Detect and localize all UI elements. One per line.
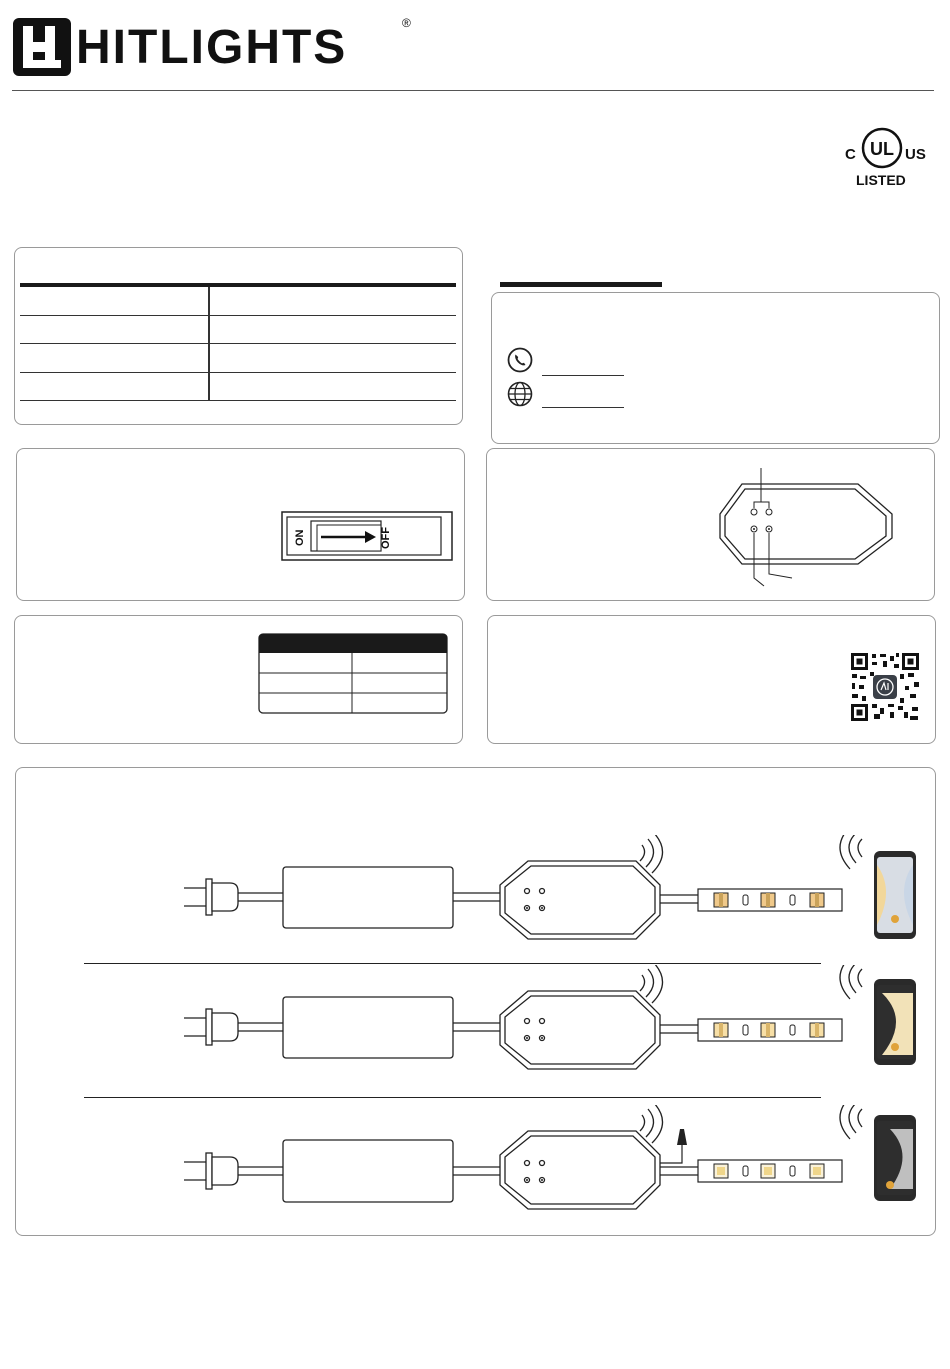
logo-mark-icon bbox=[13, 18, 71, 76]
led-strip bbox=[698, 889, 842, 911]
plug-icon bbox=[184, 1153, 283, 1189]
on-off-switch-illustration bbox=[281, 511, 453, 561]
plug-icon bbox=[184, 879, 283, 915]
diagram-divider bbox=[84, 963, 821, 964]
header-divider bbox=[12, 90, 934, 91]
table-row-divider bbox=[20, 372, 456, 373]
led-strip bbox=[698, 1019, 842, 1041]
phone-icon bbox=[507, 347, 533, 373]
diagram-divider bbox=[84, 1097, 821, 1098]
wire-connector bbox=[660, 1129, 687, 1163]
ul-c-label: C bbox=[845, 146, 856, 163]
contact-panel bbox=[491, 292, 940, 444]
wifi-signal-icon bbox=[640, 1105, 663, 1143]
table-row-divider bbox=[20, 343, 456, 344]
brand-name: HITLIGHTS bbox=[76, 21, 348, 74]
smartphone-icon bbox=[874, 851, 916, 939]
smartphone-icon bbox=[874, 1115, 916, 1201]
table-row-divider bbox=[20, 400, 456, 401]
wifi-signal-icon bbox=[640, 965, 663, 1003]
power-adapter bbox=[283, 867, 453, 928]
wiring-diagram-row-1 bbox=[170, 835, 930, 945]
registered-mark: ® bbox=[402, 16, 411, 30]
wifi-signal-icon bbox=[840, 965, 862, 999]
ul-us-label: US bbox=[905, 146, 926, 163]
table-top-rule bbox=[20, 283, 456, 287]
wiring-diagram-row-2 bbox=[170, 965, 930, 1075]
wiring-diagram-row-3 bbox=[170, 1105, 930, 1215]
phone-number-line bbox=[542, 375, 624, 376]
contact-heading-rule bbox=[500, 282, 662, 287]
table-column-divider bbox=[208, 287, 210, 400]
controller bbox=[500, 991, 660, 1069]
globe-icon bbox=[507, 381, 533, 407]
ul-listed-label: LISTED bbox=[856, 172, 906, 188]
mode-table bbox=[258, 633, 448, 715]
svg-text:UL: UL bbox=[870, 139, 894, 159]
specification-panel bbox=[14, 247, 463, 425]
power-adapter bbox=[283, 997, 453, 1058]
controller bbox=[500, 861, 660, 939]
website-line bbox=[542, 407, 624, 408]
led-strip bbox=[698, 1160, 842, 1182]
power-adapter bbox=[283, 1140, 453, 1202]
smartphone-icon bbox=[874, 979, 916, 1065]
table-row-divider bbox=[20, 315, 456, 316]
controller-diagram bbox=[700, 462, 900, 592]
switch-off-label: OFF bbox=[380, 527, 392, 549]
plug-icon bbox=[184, 1009, 283, 1045]
wifi-signal-icon bbox=[840, 1105, 862, 1139]
controller bbox=[500, 1131, 660, 1209]
qr-code-icon bbox=[850, 652, 920, 722]
wifi-signal-icon bbox=[840, 835, 862, 869]
ul-circle-icon bbox=[860, 126, 904, 170]
wifi-signal-icon bbox=[640, 835, 663, 873]
switch-on-label: ON bbox=[294, 529, 306, 546]
